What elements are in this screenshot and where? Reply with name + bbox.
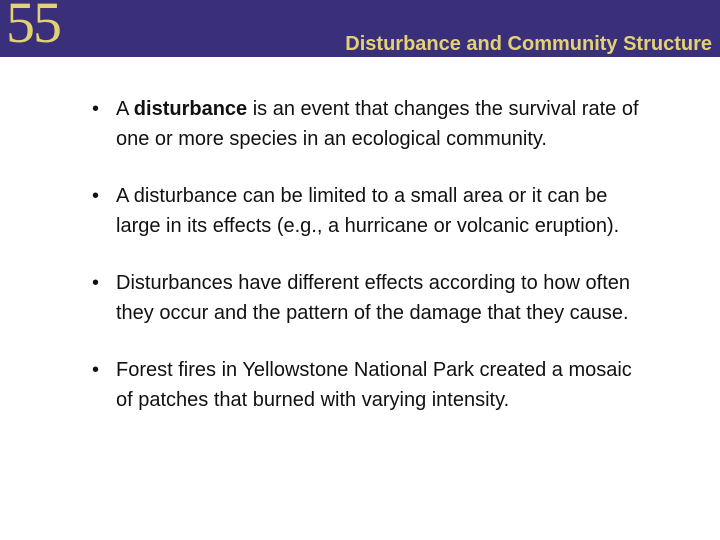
chapter-number: 55 <box>6 0 60 55</box>
bullet-mark: • <box>92 272 100 294</box>
bullet-mark: • <box>92 359 100 381</box>
bullet-text: Disturbances have different effects according to how often they occur and the pattern of the damage that they cause. <box>116 272 631 324</box>
bullet-term: disturbance <box>133 98 248 120</box>
bullet-item <box>92 181 652 241</box>
title-bar <box>0 0 720 57</box>
bullet-mark: • <box>92 185 100 207</box>
bullet-item <box>92 268 652 328</box>
bullet-item <box>92 355 652 415</box>
bullet-item <box>92 94 652 154</box>
bullet-list <box>92 94 652 442</box>
bullet-text-prefix: A <box>116 98 134 120</box>
bullet-text: is an event that changes the survival rate of one or more species in an ecological community. <box>116 98 639 150</box>
bullet-text: Forest fires in Yellowstone National Park created a mosaic of patches that burned with varying intensity. <box>116 359 632 411</box>
bullet-text: A disturbance can be limited to a small area or it can be large in its effects (e.g., a hurricane or volcanic eruption). <box>116 185 620 237</box>
bullet-mark: • <box>92 98 100 120</box>
slide-title: Disturbance and Community Structure <box>345 33 712 55</box>
